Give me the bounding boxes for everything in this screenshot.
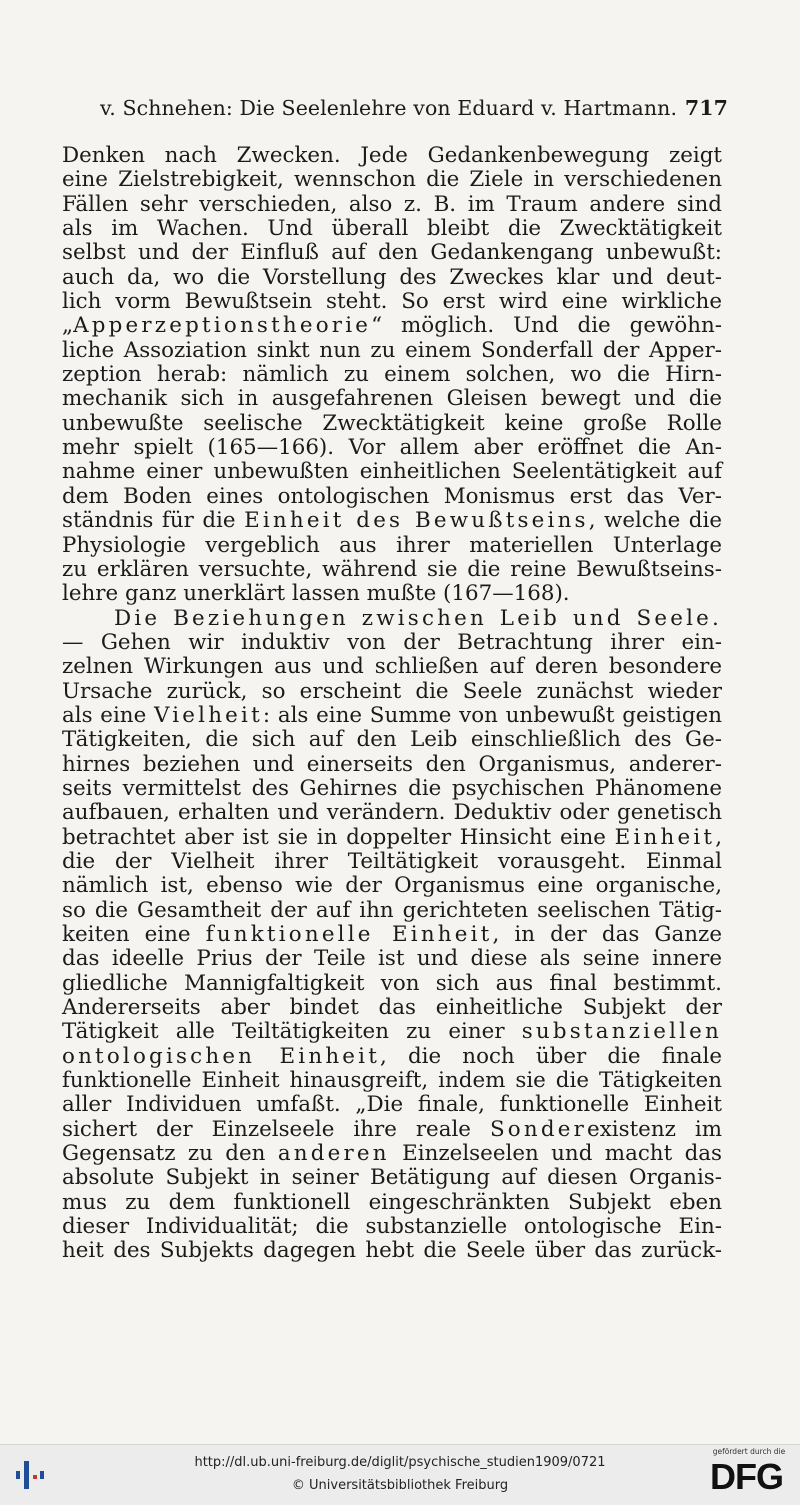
text-line [62, 1069, 722, 1093]
text-segment: dem Boden eines ontologischen Monismus erst das Ver- [62, 483, 722, 509]
text-segment: heit des Subjekts dagegen hebt die Seele über das zurück- [62, 1238, 722, 1264]
text-segment: lich vorm Bewußtsein steht. So erst wird eine wirkliche [62, 289, 722, 315]
text-segment: nämlich ist, ebenso wie der Organismus eine organische, [62, 873, 722, 899]
text-segment: , [715, 824, 722, 850]
text-segment: aller Individuen umfaßt. „Die finale, funktionelle Einheit [62, 1092, 722, 1118]
text-segment: Tätigkeiten, die sich auf den Leib einschließlich des Ge- [62, 727, 722, 753]
text-line [62, 387, 722, 411]
text-line [62, 436, 722, 460]
text-segment: Physiologie vergeblich aus ihrer materiellen Unterlage [62, 532, 722, 558]
text-segment: selbst und der Einfluß auf den Gedankengang unbewußt: [62, 240, 722, 266]
text-segment: zeption herab: nämlich zu einem solchen, wo die Hirn- [62, 362, 722, 388]
text-line [62, 1191, 722, 1215]
text-segment: absolute Subjekt in seiner Betätigung auf diesen Organis- [62, 1165, 722, 1191]
text-line [62, 290, 722, 314]
text-segment: auch da, wo die Vorstellung des Zweckes klar und deut- [62, 264, 722, 290]
text-line [62, 1020, 722, 1044]
text-line [62, 1045, 722, 1069]
text-line [62, 753, 722, 777]
text-segment: betrachtet aber ist sie in doppelter Hinsicht eine [62, 824, 615, 850]
text-segment: das ideelle Prius der Teile ist und diese als seine innere [62, 946, 722, 972]
body-text [62, 144, 722, 1264]
text-line [62, 363, 722, 387]
text-segment: Tätigkeit alle Teiltätigkeiten zu einer [62, 1019, 522, 1045]
text-line [62, 144, 722, 168]
text-line [62, 996, 722, 1020]
text-line [62, 412, 722, 436]
text-segment: Ursache zurück, so erscheint die Seele zunächst wieder [62, 678, 722, 704]
text-line [62, 874, 722, 898]
text-segment: eine Zielstrebigkeit, wennschon die Ziele in verschiedenen [62, 167, 722, 193]
text-segment: gliedliche Mannigfaltigkeit von sich aus final bestimmt. [62, 970, 722, 996]
text-segment: keiten eine [62, 922, 206, 947]
text-line [62, 339, 722, 363]
text-segment: hirnes beziehen und einerseits den Organismus, anderer- [62, 751, 722, 777]
text-line [62, 1239, 722, 1263]
text-line [62, 460, 722, 484]
text-segment: zu erklären versuchte, während sie die reine Bewußtseins- [62, 556, 722, 582]
text-line [62, 947, 722, 971]
text-line [62, 777, 722, 801]
text-segment: “ möglich. Und die gewöhn- [371, 313, 722, 339]
text-segment: seits vermittelst des Gehirnes die psychischen Phänomene [62, 775, 722, 801]
text-line [62, 241, 722, 265]
text-segment: dieser Individualität; die substanzielle ontologische Ein- [62, 1214, 722, 1240]
running-title: v. Schnehen: Die Seelenlehre von Eduard v. Hartmann. [100, 96, 678, 120]
permalink-url[interactable]: http://dl.ub.uni-freiburg.de/diglit/psychische_studien1909/0721 [194, 1455, 606, 1470]
text-segment: : als eine Summe von unbewußt geistigen [262, 702, 722, 728]
text-line [62, 314, 722, 338]
text-line [62, 655, 722, 679]
text-segment: als eine [62, 702, 154, 728]
text-line [62, 923, 722, 947]
text-segment: , welche die [588, 508, 722, 534]
text-segment: Andererseits aber bindet das einheitliche Subjekt der [62, 995, 722, 1021]
text-segment: Einzelseelen und macht das [389, 1141, 722, 1167]
text-segment: die der Vielheit ihrer Teiltätigkeit vorausgeht. Einmal [62, 848, 722, 874]
text-line [62, 704, 722, 728]
spaced-emphasis: Vielheit [153, 702, 263, 728]
page-number: 717 [684, 96, 728, 120]
spaced-emphasis: funktionelle Einheit [205, 922, 493, 947]
dfg-logo-text: DFG [710, 1456, 783, 1497]
text-line [62, 1093, 722, 1117]
text-segment: aufbauen, erhalten und verändern. Deduktiv oder genetisch [62, 800, 722, 826]
spaced-emphasis: ontologischen Einheit [62, 1043, 381, 1069]
text-line [62, 607, 722, 631]
text-segment: existenz im [587, 1116, 722, 1142]
text-line [62, 168, 722, 192]
text-segment: nahme einer unbewußten einheitlichen Seelentätigkeit auf [62, 459, 722, 485]
text-segment: sichert der Einzelseele ihre reale [62, 1116, 490, 1142]
text-segment: mehr spielt (165—166). Vor allem aber eröffnet die An- [62, 435, 722, 461]
text-line [62, 801, 722, 825]
text-line [62, 972, 722, 996]
text-segment: zelnen Wirkungen aus und schließen auf deren besondere [62, 654, 722, 680]
text-line [62, 1118, 722, 1142]
text-line [62, 193, 722, 217]
text-segment: mus zu dem funktionell eingeschränkten Subjekt eben [62, 1189, 722, 1215]
text-segment: als im Wachen. Und überall bleibt die Zwecktätigkeit [62, 216, 722, 242]
spaced-emphasis: anderen [277, 1141, 390, 1167]
text-line [62, 1215, 722, 1239]
text-segment: , die noch über die finale [380, 1043, 722, 1069]
text-line [62, 680, 722, 704]
text-segment: mechanik sich in ausgefahrenen Gleisen bewegt und die [62, 386, 722, 412]
text-line [62, 1142, 722, 1166]
spaced-emphasis: Sonder [489, 1116, 588, 1142]
funding-note: gefördert durch die [712, 1447, 786, 1456]
text-segment: funktionelle Einheit hinausgreift, indem sie die Tätigkeiten [62, 1068, 722, 1094]
viewer-footer [0, 1444, 800, 1505]
text-segment: lehre ganz unerklärt lassen mußte (167—168). [62, 581, 570, 607]
text-line [62, 485, 722, 509]
text-line [62, 534, 722, 558]
text-line [62, 1166, 722, 1190]
text-segment: unbewußte seelische Zwecktätigkeit keine große Rolle [62, 410, 722, 436]
text-line [62, 582, 722, 606]
spaced-emphasis: Apperzeptionstheorie [73, 313, 372, 339]
text-segment: liche Assoziation sinkt nun zu einem Sonderfall der Apper- [62, 337, 722, 363]
text-segment: , in der das Ganze [492, 922, 722, 947]
text-line [62, 728, 722, 752]
text-segment: Fällen sehr verschieden, also z. B. im Traum andere sind [62, 191, 722, 217]
running-header [100, 96, 728, 120]
text-segment: Denken nach Zwecken. Jede Gedankenbewegung zeigt [62, 143, 722, 168]
spaced-emphasis: Die Beziehungen zwischen Leib und Seele. [114, 605, 722, 631]
spaced-emphasis: substanziellen [521, 1019, 722, 1045]
text-line [62, 826, 722, 850]
text-line [62, 899, 722, 923]
copyright-note: © Universitätsbibliothek Freiburg [291, 1478, 509, 1493]
text-line [62, 850, 722, 874]
text-segment: so die Gesamtheit der auf ihn gerichteten seelischen Tätig- [62, 897, 722, 923]
text-line [62, 266, 722, 290]
text-line [62, 217, 722, 241]
dfg-logo [706, 1447, 792, 1503]
text-segment: ständnis für die [62, 508, 245, 534]
text-line [62, 631, 722, 655]
text-segment: — Gehen wir induktiv von der Betrachtung ihrer ein- [62, 629, 722, 655]
text-segment: „ [62, 313, 74, 339]
text-line [62, 509, 722, 533]
spaced-emphasis: Einheit des Bewußtseins [244, 508, 589, 534]
spaced-emphasis: Einheit [614, 824, 716, 850]
text-line [62, 558, 722, 582]
text-segment: Gegensatz zu den [62, 1141, 278, 1167]
